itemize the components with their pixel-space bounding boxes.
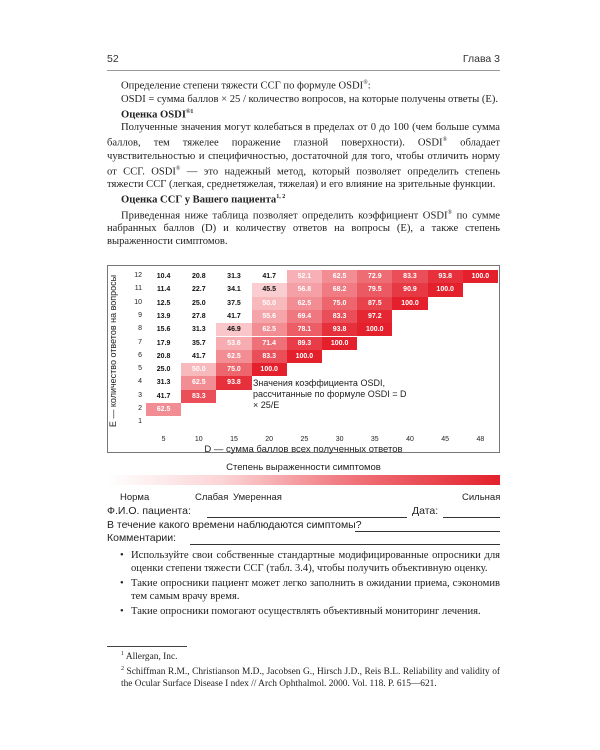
severity-title: Степень выраженности симптомов — [226, 462, 381, 473]
list-item: • Такие опросники пациент может легко заполнить в ожидании приема, сэкономив тем самым врачу время. — [120, 578, 500, 602]
table-cell: 31.3 — [146, 376, 181, 389]
severity-mild: Слабая — [195, 492, 229, 503]
patient-name-field[interactable] — [207, 517, 407, 518]
y-tick-label: 9 — [138, 311, 142, 319]
table-cell: 68.2 — [322, 283, 357, 296]
table-cell: 69.4 — [287, 310, 322, 323]
x-tick-label: 10 — [194, 435, 203, 443]
table-intro: Приведенная ниже таблица позволяет определить коэффициент OSDI® по сумме набранных баллов (D) и количеству ответов на вопросы (E), а также степень выраженности симптомов. — [107, 209, 500, 248]
y-tick-label: 7 — [138, 338, 142, 346]
table-cell: 93.8 — [216, 376, 251, 389]
y-tick-label: 3 — [138, 391, 142, 399]
y-tick-label: 10 — [134, 298, 142, 306]
table-cell: 62.5 — [146, 403, 181, 416]
heading-patient-assessment: Оценка ССГ у Вашего пациента$^{1, 2}$ — [121, 194, 286, 206]
table-cell: 83.3 — [392, 270, 427, 283]
x-tick-label: 45 — [441, 435, 450, 443]
duration-field[interactable] — [355, 531, 500, 532]
table-cell: 100.0 — [357, 323, 392, 336]
y-tick-label: 4 — [138, 378, 142, 386]
table-cell: 41.7 — [216, 310, 251, 323]
x-tick-label: 30 — [335, 435, 344, 443]
table-cell: 27.8 — [181, 310, 216, 323]
y-axis-title-wrap — [106, 276, 120, 426]
table-cell: 22.7 — [181, 283, 216, 296]
severity-moderate: Умеренная — [233, 492, 282, 503]
table-cell: 12.5 — [146, 297, 181, 310]
table-cell: 100.0 — [428, 283, 463, 296]
y-tick-label: 5 — [138, 365, 142, 373]
table-cell: 11.4 — [146, 283, 181, 296]
chapter-title: Глава 3 — [462, 53, 500, 65]
x-axis-title: D — сумма баллов всех полученных ответов — [204, 444, 403, 455]
list-item: • Используйте свои собственные стандартные модифицированные опросники для оценки степени тяжести ССГ (табл. 3.4), чтобы получить объективную оценку. — [120, 550, 500, 574]
table-cell: 75.0 — [322, 297, 357, 310]
table-cell: 50.0 — [181, 363, 216, 376]
table-cell: 100.0 — [252, 363, 287, 376]
table-cell: 71.4 — [252, 337, 287, 350]
table-cell: 78.1 — [287, 323, 322, 336]
table-cell: 100.0 — [287, 350, 322, 363]
table-cell: 41.7 — [252, 270, 287, 283]
table-cell: 34.1 — [216, 283, 251, 296]
y-tick-label: 1 — [138, 418, 142, 426]
table-cell: 90.9 — [392, 283, 427, 296]
page-number: 52 — [107, 53, 119, 65]
table-cell: 100.0 — [463, 270, 498, 283]
table-cell: 75.0 — [216, 363, 251, 376]
patient-name-label: Ф.И.О. пациента: — [107, 505, 191, 517]
table-cell: 89.3 — [287, 337, 322, 350]
table-cell: 46.9 — [216, 323, 251, 336]
y-tick-label: 6 — [138, 351, 142, 359]
table-cell: 17.9 — [146, 337, 181, 350]
severity-normal: Норма — [120, 492, 150, 503]
table-cell: 52.1 — [287, 270, 322, 283]
table-cell: 25.0 — [146, 363, 181, 376]
table-cell: 87.5 — [357, 297, 392, 310]
table-cell: 15.6 — [146, 323, 181, 336]
table-cell: 100.0 — [322, 337, 357, 350]
footnote-2: $^2$ Schiffman R.M., Christianson M.D., Jacobsen G., Hirsch J.D., Reis B.L. Reliability and validity of the Ocular Surface Disease I ndex // Arch Ophthalmol. 2000. Vol. 118. P. 615—621. — [121, 666, 501, 690]
table-cell: 41.7 — [181, 350, 216, 363]
y-tick-label: 11 — [134, 285, 142, 293]
x-tick-label: 5 — [161, 435, 166, 443]
table-cell: 35.7 — [181, 337, 216, 350]
y-axis-title: E — количество ответов на вопросы — [108, 274, 118, 428]
table-cell: 20.8 — [146, 350, 181, 363]
table-cell: 100.0 — [392, 297, 427, 310]
date-label: Дата: — [412, 505, 439, 517]
duration-label: В течение какого времени наблюдаются симптомы? — [107, 519, 362, 531]
table-cell: 25.0 — [181, 297, 216, 310]
table-cell: 45.5 — [252, 283, 287, 296]
table-cell: 62.5 — [181, 376, 216, 389]
table-cell: 31.3 — [181, 323, 216, 336]
table-cell: 93.8 — [428, 270, 463, 283]
table-cell: 62.5 — [287, 297, 322, 310]
x-tick-label: 35 — [370, 435, 379, 443]
severity-severe: Сильная — [462, 492, 501, 503]
table-cell: 41.7 — [146, 390, 181, 403]
y-tick-label: 12 — [134, 272, 142, 279]
table-cell: 97.2 — [357, 310, 392, 323]
x-tick-label: 40 — [406, 435, 414, 443]
table-cell: 53.6 — [216, 337, 251, 350]
formula: OSDI = сумма баллов × 25 / количество вопросов, на которые получены ответы (E). — [121, 93, 499, 105]
x-tick-label: 20 — [265, 435, 274, 443]
x-tick-label: 25 — [300, 435, 309, 443]
table-cell: 62.5 — [322, 270, 357, 283]
table-cell: 13.9 — [146, 310, 181, 323]
table-cell: 20.8 — [181, 270, 216, 283]
table-cell: 55.6 — [252, 310, 287, 323]
osdi-description: Полученные значения могут колебаться в пределах от 0 до 100 (чем больше сумма баллов, тем тяжелее поражение глазной поверхности). OSDI® обладает чувствительностью и специфичностью, достаточной для того, чтобы отличить норму от ССГ. OSDI® — это надежный метод, который позволяет определить степень тяжести ССГ (легкая, среднетяжелая, тяжелая) и его влияние на зрительные функции. — [107, 122, 501, 191]
date-field[interactable] — [443, 517, 500, 518]
y-tick-label: 2 — [138, 405, 142, 412]
x-tick-label: 15 — [230, 435, 238, 443]
comments-label: Комментарии: — [107, 532, 177, 544]
footnotes — [107, 648, 500, 690]
table-cell: 56.8 — [287, 283, 322, 296]
footnote-rule — [107, 646, 187, 647]
footnote-1: $^1$ Allergan, Inc. — [121, 651, 178, 663]
table-cell: 79.5 — [357, 283, 392, 296]
comments-field[interactable] — [190, 544, 500, 545]
table-cell: 83.3 — [252, 350, 287, 363]
formula-intro: Определение степени тяжести ССГ по формуле OSDI®: — [121, 80, 371, 92]
table-cell: 10.4 — [146, 270, 181, 283]
table-cell: 83.3 — [181, 390, 216, 403]
table-cell: 72.9 — [357, 270, 392, 283]
table-cell: 83.3 — [322, 310, 357, 323]
body-text — [107, 77, 500, 248]
table-cell: 37.5 — [216, 297, 251, 310]
table-cell: 93.8 — [322, 323, 357, 336]
y-tick-label: 8 — [138, 325, 142, 333]
header-rule — [107, 70, 500, 71]
bullet-list — [107, 549, 500, 618]
severity-gradient-bar — [107, 475, 500, 485]
table-cell: 50.0 — [252, 297, 287, 310]
heading-osdi-score: Оценка $OSDI^{®1}$ — [121, 108, 194, 121]
chart-annotation: Значения коэффициента OSDI, рассчитанные по формуле OSDI = D × 25/E — [253, 378, 407, 410]
x-tick-label: 48 — [476, 435, 485, 443]
table-cell: 62.5 — [216, 350, 251, 363]
osdi-table-chart — [107, 265, 500, 453]
table-cell: 62.5 — [252, 323, 287, 336]
table-cell: 31.3 — [216, 270, 251, 283]
list-item: • Такие опросники помогают осуществлять объективный мониторинг лечения. — [120, 606, 481, 617]
